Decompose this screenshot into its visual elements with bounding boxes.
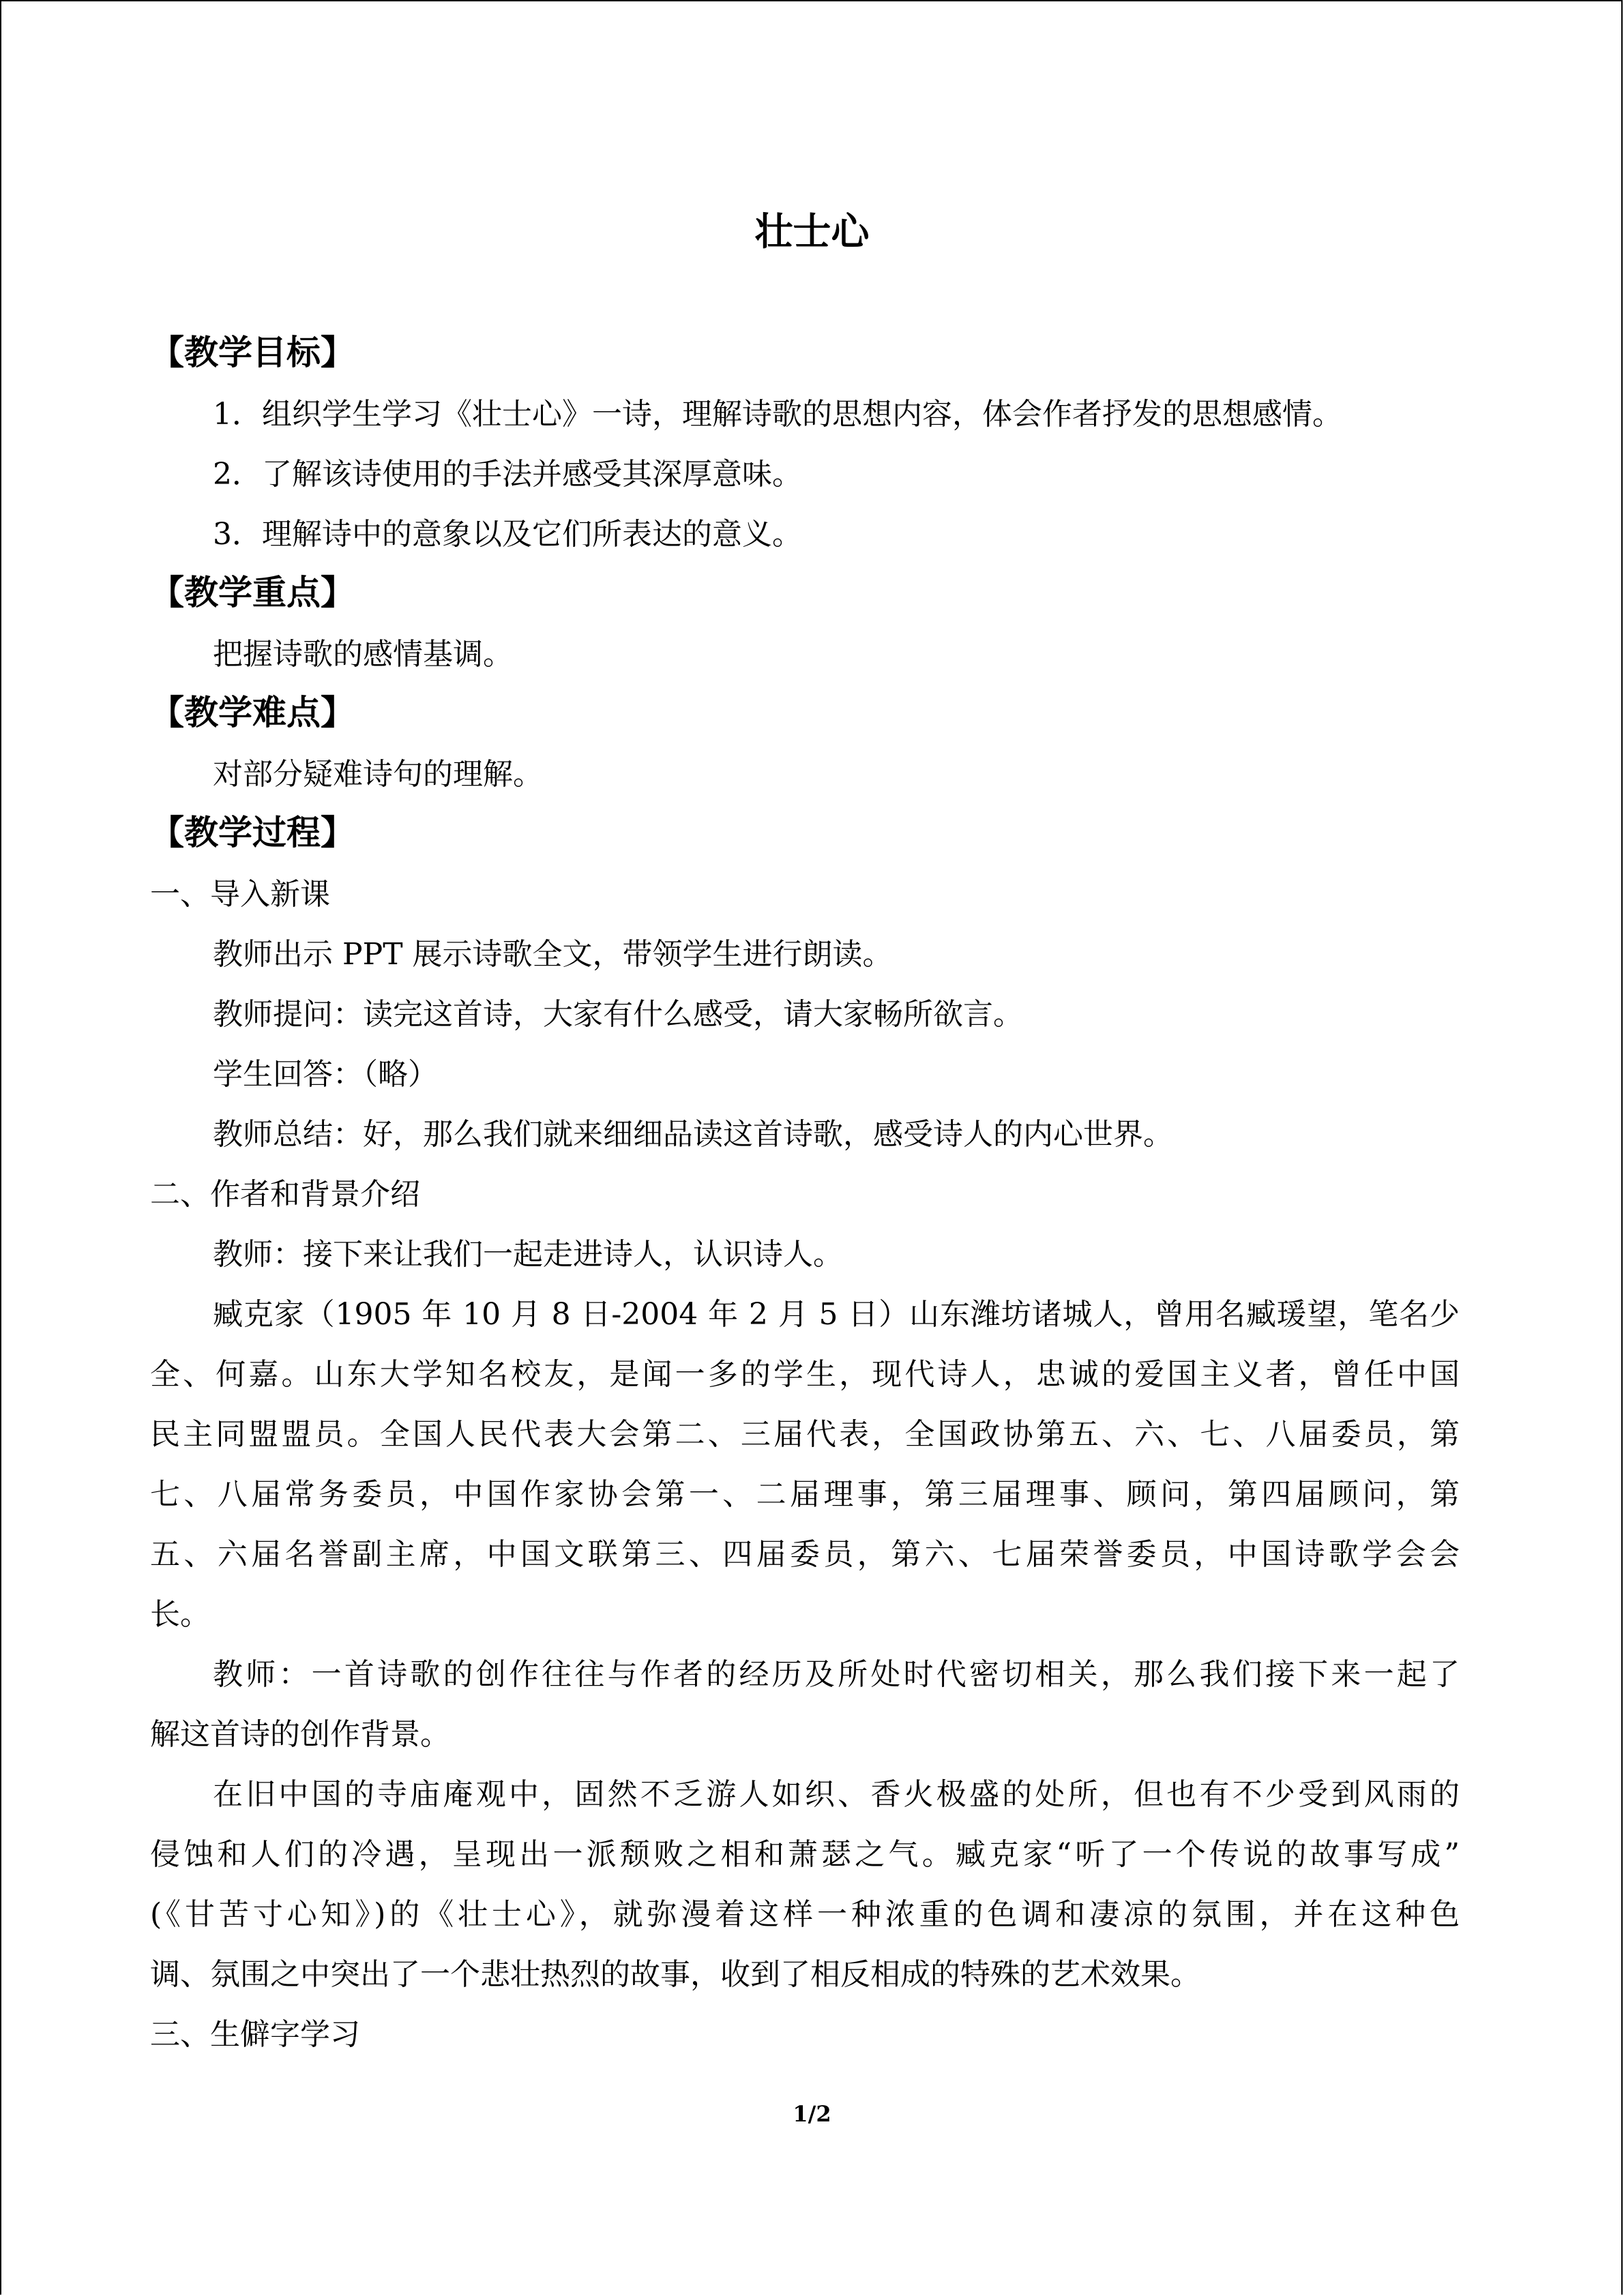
bio-line-4: 七、八届常务委员，中国作家协会第一、二届理事，第三届理事、顾问，第四届顾问，第 bbox=[150, 1477, 1460, 1512]
background-line-4: 调、氛围之中突出了一个悲壮热烈的故事，收到了相反相成的特殊的艺术效果。 bbox=[150, 1957, 1200, 1992]
key-point-text: 把握诗歌的感情基调。 bbox=[213, 637, 513, 672]
objective-1: 1．组织学生学习《壮士心》一诗，理解诗歌的思想内容，体会作者抒发的思想感情。 bbox=[213, 397, 1342, 432]
section-1-line-2: 教师提问：读完这首诗，大家有什么感受，请大家畅所欲言。 bbox=[213, 997, 1023, 1032]
heading-difficulties: 【教学难点】 bbox=[150, 692, 355, 732]
bio-line-3: 民主同盟盟员。全国人民代表大会第二、三届代表，全国政协第五、六、七、八届委员，第 bbox=[150, 1417, 1460, 1452]
page-number: 1/2 bbox=[793, 2101, 831, 2127]
heading-key-points: 【教学重点】 bbox=[150, 572, 355, 612]
section-3-title: 三、生僻字学习 bbox=[150, 2017, 360, 2052]
difficulty-text: 对部分疑难诗句的理解。 bbox=[213, 757, 543, 792]
section-1-line-4: 教师总结：好，那么我们就来细细品读这首诗歌，感受诗人的内心世界。 bbox=[213, 1117, 1173, 1152]
teacher-line-1: 教师：一首诗歌的创作往往与作者的经历及所处时代密切相关，那么我们接下来一起了 bbox=[213, 1657, 1460, 1692]
objective-2: 2．了解该诗使用的手法并感受其深厚意味。 bbox=[213, 457, 802, 492]
teacher-line-2: 解这首诗的创作背景。 bbox=[150, 1717, 450, 1752]
bio-line-6: 长。 bbox=[150, 1597, 210, 1632]
bio-line-1: 臧克家（1905 年 10 月 8 日-2004 年 2 月 5 日）山东潍坊诸城人，曾用名臧瑗望，笔名少 bbox=[213, 1297, 1460, 1332]
heading-objectives: 【教学目标】 bbox=[150, 332, 355, 372]
background-line-2: 侵蚀和人们的冷遇，呈现出一派颓败之相和萧瑟之气。臧克家“听了一个传说的故事写成” bbox=[150, 1837, 1460, 1872]
section-2-title: 二、作者和背景介绍 bbox=[150, 1177, 420, 1212]
bio-line-2: 全、何嘉。山东大学知名校友，是闻一多的学生，现代诗人，忠诚的爱国主义者，曾任中国 bbox=[150, 1357, 1460, 1392]
background-line-1: 在旧中国的寺庙庵观中，固然不乏游人如织、香火极盛的处所，但也有不少受到风雨的 bbox=[213, 1777, 1460, 1812]
objective-3: 3．理解诗中的意象以及它们所表达的意义。 bbox=[213, 517, 802, 552]
document-title: 壮士心 bbox=[754, 209, 870, 254]
section-1-line-3: 学生回答：（略） bbox=[213, 1057, 438, 1092]
heading-process: 【教学过程】 bbox=[150, 812, 355, 852]
section-2-intro: 教师：接下来让我们一起走进诗人，认识诗人。 bbox=[213, 1237, 843, 1272]
section-1-line-1: 教师出示 PPT 展示诗歌全文，带领学生进行朗读。 bbox=[213, 937, 893, 972]
background-line-3: (《甘苦寸心知》)的《壮士心》，就弥漫着这样一种浓重的色调和凄凉的氛围，并在这种色 bbox=[150, 1897, 1460, 1932]
bio-line-5: 五、六届名誉副主席，中国文联第三、四届委员，第六、七届荣誉委员，中国诗歌学会会 bbox=[150, 1537, 1460, 1572]
section-1-title: 一、导入新课 bbox=[150, 877, 330, 912]
